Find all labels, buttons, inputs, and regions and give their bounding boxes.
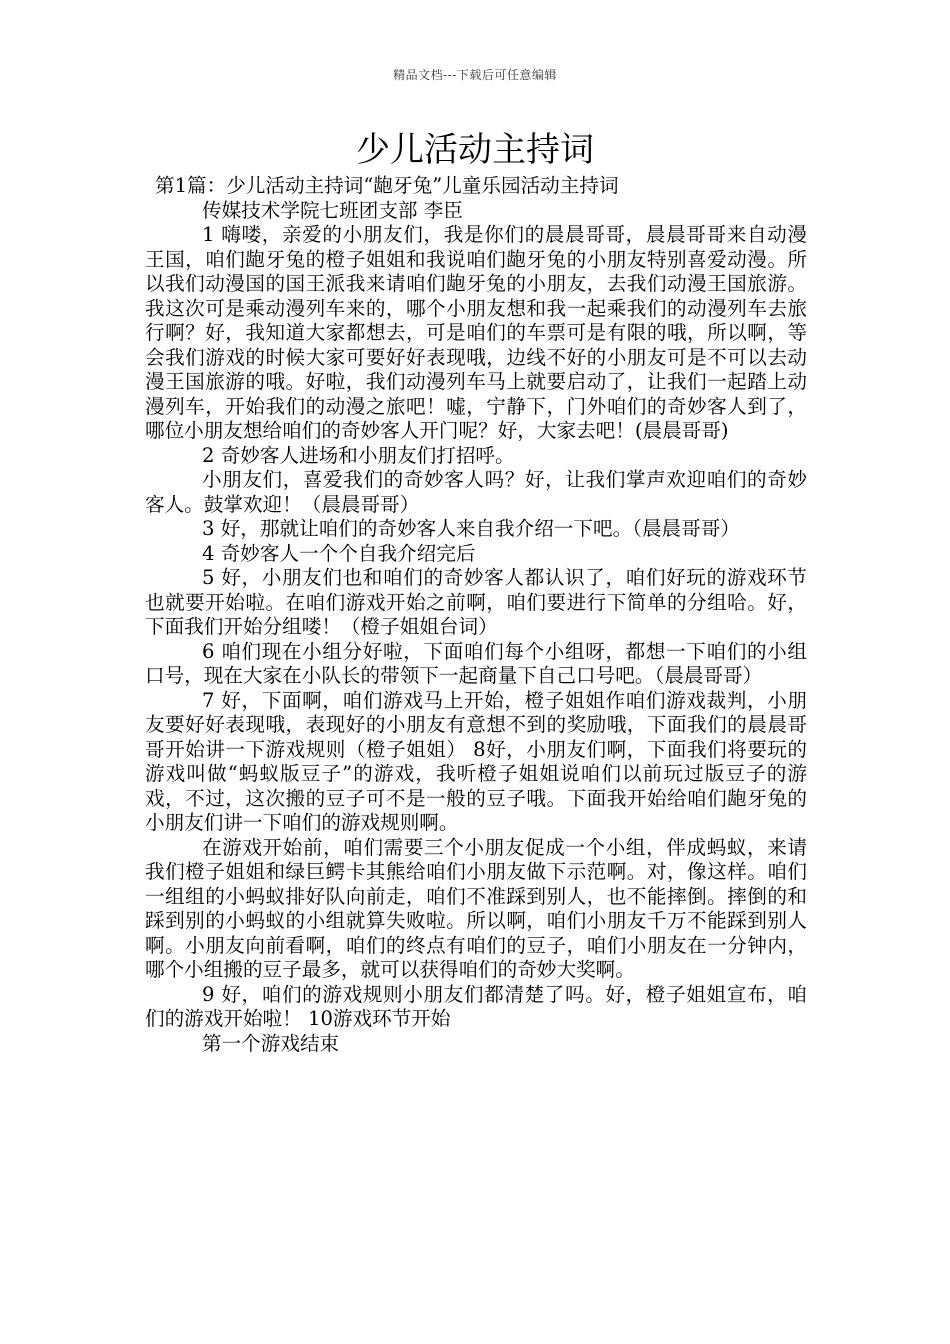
author-line: 传媒技术学院七班团支部 李臣 — [202, 198, 463, 222]
paragraph-9: 在游戏开始前，咱们需要三个小朋友促成一个小组，伴成蚂蚁，来请我们橙子姐姐和绿巨鳄卡其熊给咱们小朋友做下示范啊。对，像这样。咱们一组组的小蚂蚁排好队向前走，咱们不准踩到别人，也不能摔倒。摔倒的和踩到别的小蚂蚁的小组就算失败啦。所以啊，咱们小朋友千万不能踩到别人啊。小朋友向前看啊，咱们的终点有咱们的豆子，咱们小朋友在一分钟内，哪个小组搬的豆子最多，就可以获得咱们的奇妙大奖啊。 — [145, 835, 807, 981]
paragraph-1: 1 嗨喽，亲爱的小朋友们，我是你们的晨晨哥哥，晨晨哥哥来自动漫王国，咱们龅牙兔的橙子姐姐和我说咱们龅牙兔的小朋友特别喜爱动漫。所以我们动漫国的国王派我来请咱们龅牙兔的小朋友，去我们动漫王国旅游。我这次可是乘动漫列车来的，哪个小朋友想和我一起乘我们的动漫列车去旅行啊？好，我知道大家都想去，可是咱们的车票可是有限的哦，所以啊，等会我们游戏的时候大家可要好好表现哦，边线不好的小朋友可是不可以去动漫王国旅游的哦。好啦，我们动漫列车马上就要启动了，让我们一起踏上动漫列车，开始我们的动漫之旅吧！嘘，宁静下，门外咱们的奇妙客人到了，哪位小朋友想给咱们的奇妙客人开门呢？好，大家去吧！(晨晨哥哥) — [145, 223, 807, 442]
paragraph-11: 第一个游戏结束 — [202, 1031, 340, 1055]
paragraph-7: 6 咱们现在小组分好啦，下面咱们每个小组呀，都想一下咱们的小组口号，现在大家在小队长的带领下一起商量下自己口号吧。（晨晨哥哥） — [145, 639, 807, 687]
document-body — [145, 174, 807, 1056]
paragraph-6: 5 好，小朋友们也和咱们的奇妙客人都认识了，咱们好玩的游戏环节也就要开始啦。在咱们游戏开始之前啊，咱们要进行下简单的分组哈。好，下面我们开始分组喽！（橙子姐姐台词） — [145, 566, 807, 638]
header-note: 精品文档---下载后可任意编辑 — [393, 68, 557, 82]
paragraph-5: 4 奇妙客人一个个自我介绍完后 — [202, 541, 476, 565]
paragraph-10: 9 好，咱们的游戏规则小朋友们都清楚了吗。好，橙子姐姐宣布，咱们的游戏开始啦！ 10游戏环节开始 — [145, 982, 807, 1030]
article-subtitle: 第1篇：少儿活动主持词“龅牙兔”儿童乐园活动主持词 — [155, 174, 619, 197]
paragraph-4: 3 好，那就让咱们的奇妙客人来自我介绍一下吧。（晨晨哥哥） — [202, 517, 740, 540]
paragraph-3: 小朋友们，喜爱我们的奇妙客人吗？好，让我们掌声欢迎咱们的奇妙客人。鼓掌欢迎！（晨晨哥哥） — [145, 468, 807, 516]
paragraph-2: 2 奇妙客人进场和小朋友们打招呼。 — [202, 443, 515, 467]
paragraph-8: 7 好，下面啊，咱们游戏马上开始，橙子姐姐作咱们游戏裁判，小朋友要好好表现哦，表现好的小朋友有意想不到的奖励哦，下面我们的晨晨哥哥开始讲一下游戏规则（橙子姐姐） 8好，小朋友们啊，下面我们将要玩的游戏叫做“蚂蚁版豆子”的游戏，我听橙子姐姐说咱们以前玩过版豆子的游戏，不过，这次搬的豆子可不是一般的豆子哦。下面我开始给咱们龅牙兔的小朋友们讲一下咱们的游戏规则啊。 — [145, 688, 807, 834]
document-title: 少儿活动主持词 — [356, 130, 594, 170]
